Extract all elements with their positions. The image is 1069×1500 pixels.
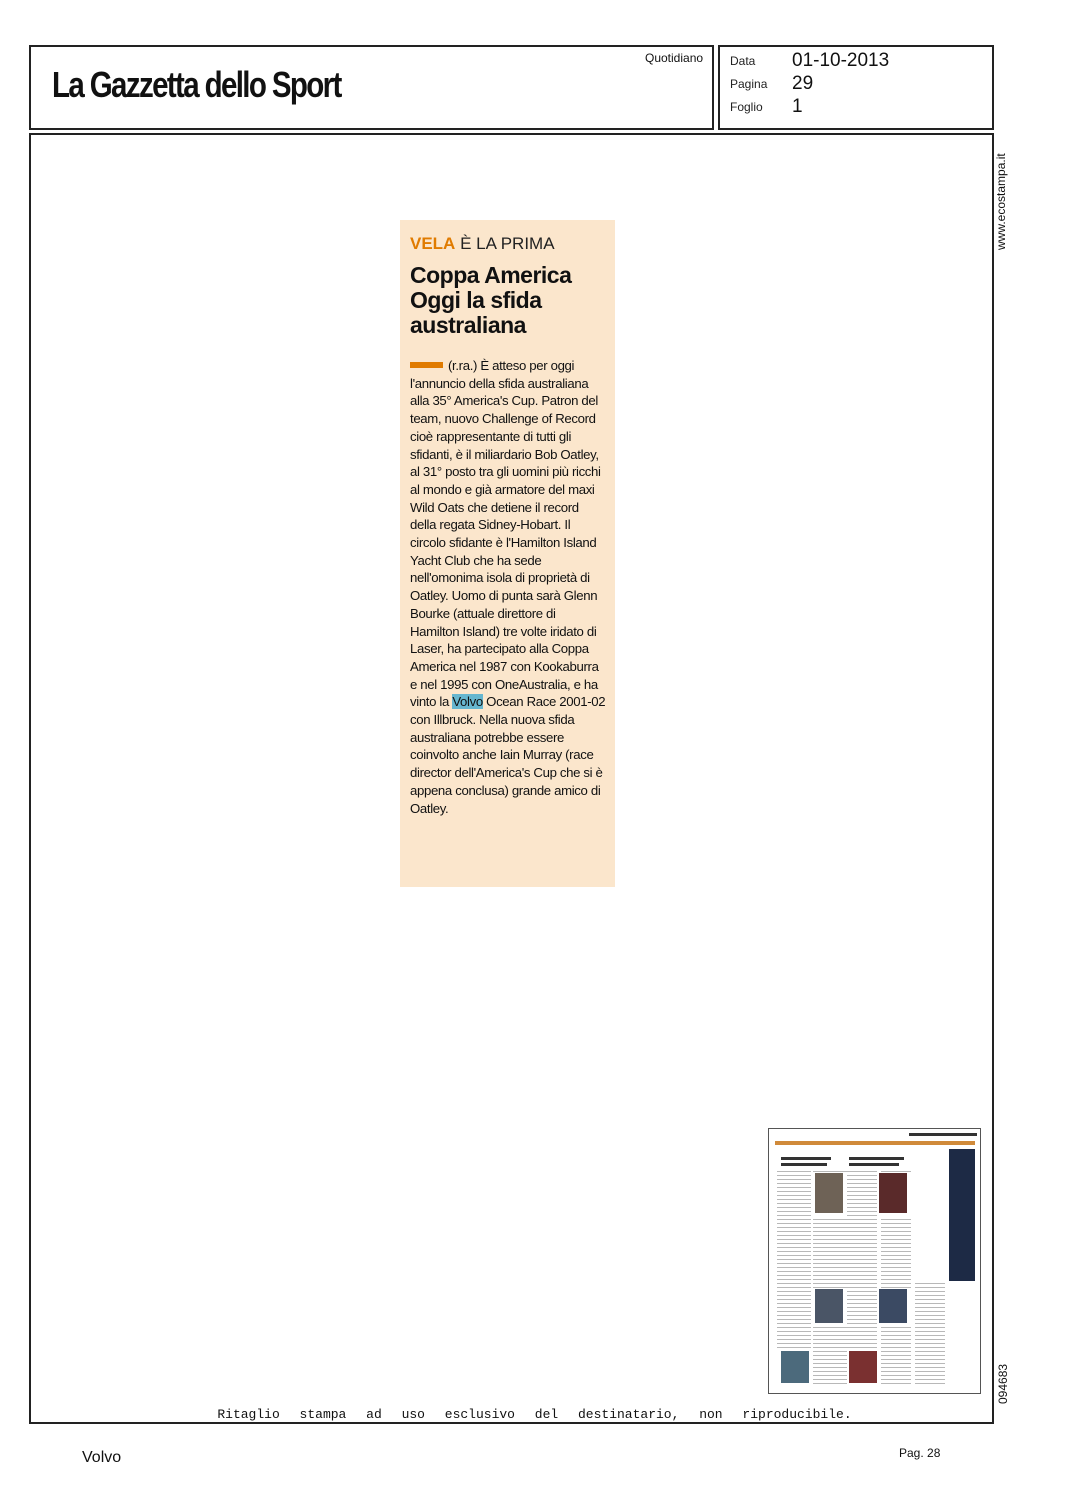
thumb-text-line [847,1191,877,1192]
thumb-text-line [847,1219,877,1220]
thumb-text-line [915,1383,945,1384]
thumb-text-line [813,1279,847,1280]
thumb-text-line [847,1267,877,1268]
thumb-text-line [881,1267,911,1268]
thumb-text-line [915,1375,945,1376]
thumb-photo [879,1173,907,1213]
thumb-text-line [813,1351,847,1352]
thumb-dark-column [949,1149,975,1281]
thumb-text-line [847,1339,877,1340]
thumb-text-line [847,1259,877,1260]
thumb-text-line [777,1195,811,1196]
thumb-text-line [847,1299,877,1300]
thumb-text-line [881,1227,911,1228]
thumb-text-line [777,1279,811,1280]
thumb-text-line [813,1287,847,1288]
thumb-text-line [915,1339,945,1340]
foglio-value: 1 [792,96,803,117]
thumb-text-line [881,1335,911,1336]
thumb-photo [781,1351,809,1383]
thumb-text-line [881,1371,911,1372]
thumb-text-line [915,1323,945,1324]
thumb-text-line [915,1343,945,1344]
thumb-text-line [881,1343,911,1344]
clipping-code: 094683 [996,1363,1010,1404]
thumb-text-line [847,1315,877,1316]
thumb-text-line [915,1303,945,1304]
thumb-text-line [847,1343,877,1344]
thumb-text-line [847,1199,877,1200]
thumb-text-line [777,1267,811,1268]
thumb-text-line [881,1171,911,1172]
thumb-text-line [881,1331,911,1332]
thumb-text-line [847,1303,877,1304]
thumb-headline [781,1163,827,1166]
thumb-text-line [881,1339,911,1340]
thumb-text-line [777,1331,811,1332]
thumb-text-line [777,1311,811,1312]
thumb-text-line [881,1287,911,1288]
headline-line: Coppa America [410,262,572,288]
thumb-text-line [847,1279,877,1280]
thumb-text-line [777,1295,811,1296]
thumb-text-line [813,1223,847,1224]
page-number: Pag. 28 [899,1446,941,1460]
thumb-text-line [881,1255,911,1256]
thumb-text-line [777,1235,811,1236]
thumb-text-line [777,1263,811,1264]
body-text-after: Ocean Race 2001-02 con Illbruck. Nella nuova sfida australiana potrebbe essere coinvolto anche Iain Murray (race director dell'America's Cup che si è appena conclusa) grande amico di Oatley. [410,694,606,816]
thumb-text-line [813,1247,847,1248]
thumb-text-line [847,1175,877,1176]
article-body [410,357,607,817]
thumb-text-line [777,1335,811,1336]
thumb-text-line [777,1315,811,1316]
thumb-text-line [847,1179,877,1180]
thumb-text-line [813,1347,847,1348]
thumb-text-line [813,1379,847,1380]
thumb-text-line [881,1279,911,1280]
thumb-text-line [813,1239,847,1240]
thumb-text-line [915,1283,945,1284]
thumb-text-line [881,1251,911,1252]
thumb-text-line [847,1283,877,1284]
thumb-text-line [881,1263,911,1264]
thumb-text-line [847,1271,877,1272]
thumb-text-line [915,1311,945,1312]
thumb-text-line [847,1215,877,1216]
thumb-photo [879,1289,907,1323]
thumb-text-line [847,1187,877,1188]
thumb-text-line [847,1323,877,1324]
thumb-text-line [915,1367,945,1368]
thumb-text-line [813,1235,847,1236]
byline-rule [410,362,443,368]
thumb-text-line [777,1327,811,1328]
thumb-text-line [915,1379,945,1380]
thumb-photo [849,1351,877,1383]
thumb-text-line [915,1327,945,1328]
thumb-text-line [847,1223,877,1224]
thumb-text-line [881,1275,911,1276]
thumb-text-line [847,1211,877,1212]
thumb-text-line [915,1371,945,1372]
thumb-text-line [847,1295,877,1296]
thumb-text-line [881,1235,911,1236]
thumb-text-line [881,1219,911,1220]
pagina-label: Pagina [730,77,768,91]
thumb-text-line [813,1331,847,1332]
thumb-text-line [847,1195,877,1196]
thumb-text-line [813,1283,847,1284]
thumb-text-line [915,1363,945,1364]
thumb-text-line [777,1271,811,1272]
thumb-text-line [813,1231,847,1232]
thumb-text-line [777,1251,811,1252]
thumb-text-line [847,1331,877,1332]
thumb-text-line [915,1347,945,1348]
thumb-text-line [777,1219,811,1220]
thumb-text-line [847,1231,877,1232]
publication-type: Quotidiano [645,51,704,65]
thumb-text-line [881,1223,911,1224]
thumb-text-line [881,1243,911,1244]
thumb-text-line [847,1347,877,1348]
thumb-text-line [915,1355,945,1356]
thumb-text-line [777,1275,811,1276]
thumb-section-bar [775,1141,975,1145]
thumb-text-line [777,1343,811,1344]
newspaper-logo: La Gazzetta dello Sport [52,64,341,105]
thumb-text-line [813,1259,847,1260]
thumb-text-line [847,1335,877,1336]
thumb-text-line [777,1191,811,1192]
thumb-text-line [813,1339,847,1340]
thumb-text-line [915,1295,945,1296]
thumb-text-line [813,1327,847,1328]
thumb-text-line [777,1247,811,1248]
thumb-text-line [777,1179,811,1180]
thumb-text-line [777,1223,811,1224]
thumb-text-line [847,1243,877,1244]
thumb-text-line [777,1183,811,1184]
thumb-text-line [813,1343,847,1344]
thumb-text-line [813,1263,847,1264]
article-kicker [410,234,607,254]
thumb-text-line [915,1331,945,1332]
thumb-text-line [847,1183,877,1184]
copyright-note: Ritaglio stampa ad uso esclusivo del destinatario, non riproducibile. [217,1407,852,1422]
thumb-text-line [915,1307,945,1308]
thumb-text-line [813,1335,847,1336]
thumb-text-line [777,1227,811,1228]
thumb-text-line [813,1371,847,1372]
thumb-text-line [847,1311,877,1312]
thumb-header-bar [909,1133,977,1136]
body-text-before: (r.ra.) È atteso per oggi l'annuncio della sfida australiana alla 35° America's Cup. Patron del team, nuovo Challenge of Record cioè rappresentante di tutti gli sfidanti, è il miliardario Bob Oatley, al 31° posto tra gli uomini più ricchi al mondo e già armatore del maxi Wild Oats che detiene il record della regata Sidney-Hobart. Il circolo sfidante è l'Hamilton Island Yacht Club che ha sede nell'omonima isola di proprietà di Oatley. Uomo di punta sarà Glenn Bourke (attuale direttore di Hamilton Island) tre volte iridato di Laser, ha partecipato alla Coppa America nel 1987 con Kookaburra e nel 1995 con OneAustralia, e ha vinto la [410,358,601,710]
thumb-text-line [881,1283,911,1284]
page-thumbnail [768,1128,981,1394]
thumb-text-line [881,1239,911,1240]
data-value: 01-10-2013 [792,50,890,71]
thumb-text-line [881,1247,911,1248]
thumb-text-line [813,1271,847,1272]
thumb-text-line [881,1379,911,1380]
thumb-text-line [777,1203,811,1204]
thumb-text-line [847,1287,877,1288]
thumb-text-line [813,1251,847,1252]
thumb-text-line [777,1239,811,1240]
thumb-text-line [777,1215,811,1216]
thumb-text-line [847,1235,877,1236]
thumb-text-line [881,1347,911,1348]
thumb-text-line [777,1207,811,1208]
thumb-text-line [813,1255,847,1256]
headline-line: Oggi la sfida [410,287,542,313]
thumb-text-line [881,1363,911,1364]
thumb-text-line [847,1275,877,1276]
thumb-text-line [847,1251,877,1252]
thumb-text-line [777,1211,811,1212]
section-label: VELA [410,234,456,253]
pagina-value: 29 [792,73,814,94]
thumb-text-line [777,1347,811,1348]
thumb-text-line [777,1171,811,1172]
thumb-photo [815,1173,843,1213]
thumb-text-line [847,1203,877,1204]
thumb-text-line [881,1231,911,1232]
thumb-text-line [881,1271,911,1272]
thumb-text-line [777,1307,811,1308]
thumb-text-line [777,1287,811,1288]
thumb-text-line [777,1255,811,1256]
thumb-text-line [847,1255,877,1256]
thumb-text-line [813,1267,847,1268]
thumb-text-line [777,1339,811,1340]
thumb-text-line [881,1351,911,1352]
thumb-text-line [847,1263,877,1264]
thumb-text-line [915,1287,945,1288]
thumb-text-line [777,1259,811,1260]
thumb-text-line [847,1291,877,1292]
thumb-text-line [881,1383,911,1384]
thumb-photo [815,1289,843,1323]
thumb-text-line [915,1351,945,1352]
thumb-text-line [777,1175,811,1176]
thumb-text-line [813,1383,847,1384]
thumb-text-line [777,1303,811,1304]
headline-line: australiana [410,312,526,338]
thumb-text-line [847,1307,877,1308]
source-url: www.ecostampa.it [994,153,1008,250]
thumb-text-line [813,1367,847,1368]
thumb-text-line [881,1259,911,1260]
thumb-text-line [847,1207,877,1208]
thumb-text-line [847,1171,877,1172]
thumb-text-line [847,1319,877,1320]
thumb-text-line [847,1247,877,1248]
thumb-text-line [881,1355,911,1356]
thumb-text-line [881,1375,911,1376]
thumb-text-line [813,1363,847,1364]
thumb-text-line [813,1219,847,1220]
thumb-text-line [777,1283,811,1284]
thumb-text-line [915,1319,945,1320]
thumb-text-line [777,1187,811,1188]
thumb-text-line [813,1275,847,1276]
article-clipping [400,220,615,887]
thumb-text-line [881,1367,911,1368]
thumb-text-line [915,1359,945,1360]
thumb-text-line [881,1359,911,1360]
highlighted-keyword: Volvo [452,694,483,710]
thumb-text-line [915,1335,945,1336]
thumb-text-line [813,1375,847,1376]
thumb-text-line [777,1231,811,1232]
thumb-text-line [915,1315,945,1316]
thumb-text-line [777,1291,811,1292]
article-headline [410,263,607,338]
thumb-text-line [777,1299,811,1300]
thumb-text-line [777,1199,811,1200]
keyword-label: Volvo [82,1449,122,1466]
thumb-text-line [881,1327,911,1328]
thumb-headline [849,1163,899,1166]
thumb-headline [781,1157,831,1160]
thumb-text-line [915,1299,945,1300]
thumb-text-line [813,1171,847,1172]
thumb-headline [849,1157,904,1160]
thumb-text-line [777,1319,811,1320]
thumb-text-line [915,1291,945,1292]
thumb-text-line [847,1227,877,1228]
thumb-text-line [813,1227,847,1228]
thumb-text-line [847,1239,877,1240]
thumb-text-line [813,1359,847,1360]
foglio-label: Foglio [730,100,763,114]
subsection-label: È LA PRIMA [460,234,555,253]
thumb-text-line [777,1243,811,1244]
thumb-text-line [813,1243,847,1244]
thumb-text-line [777,1323,811,1324]
thumb-text-line [813,1355,847,1356]
data-label: Data [730,54,756,68]
thumb-text-line [847,1327,877,1328]
